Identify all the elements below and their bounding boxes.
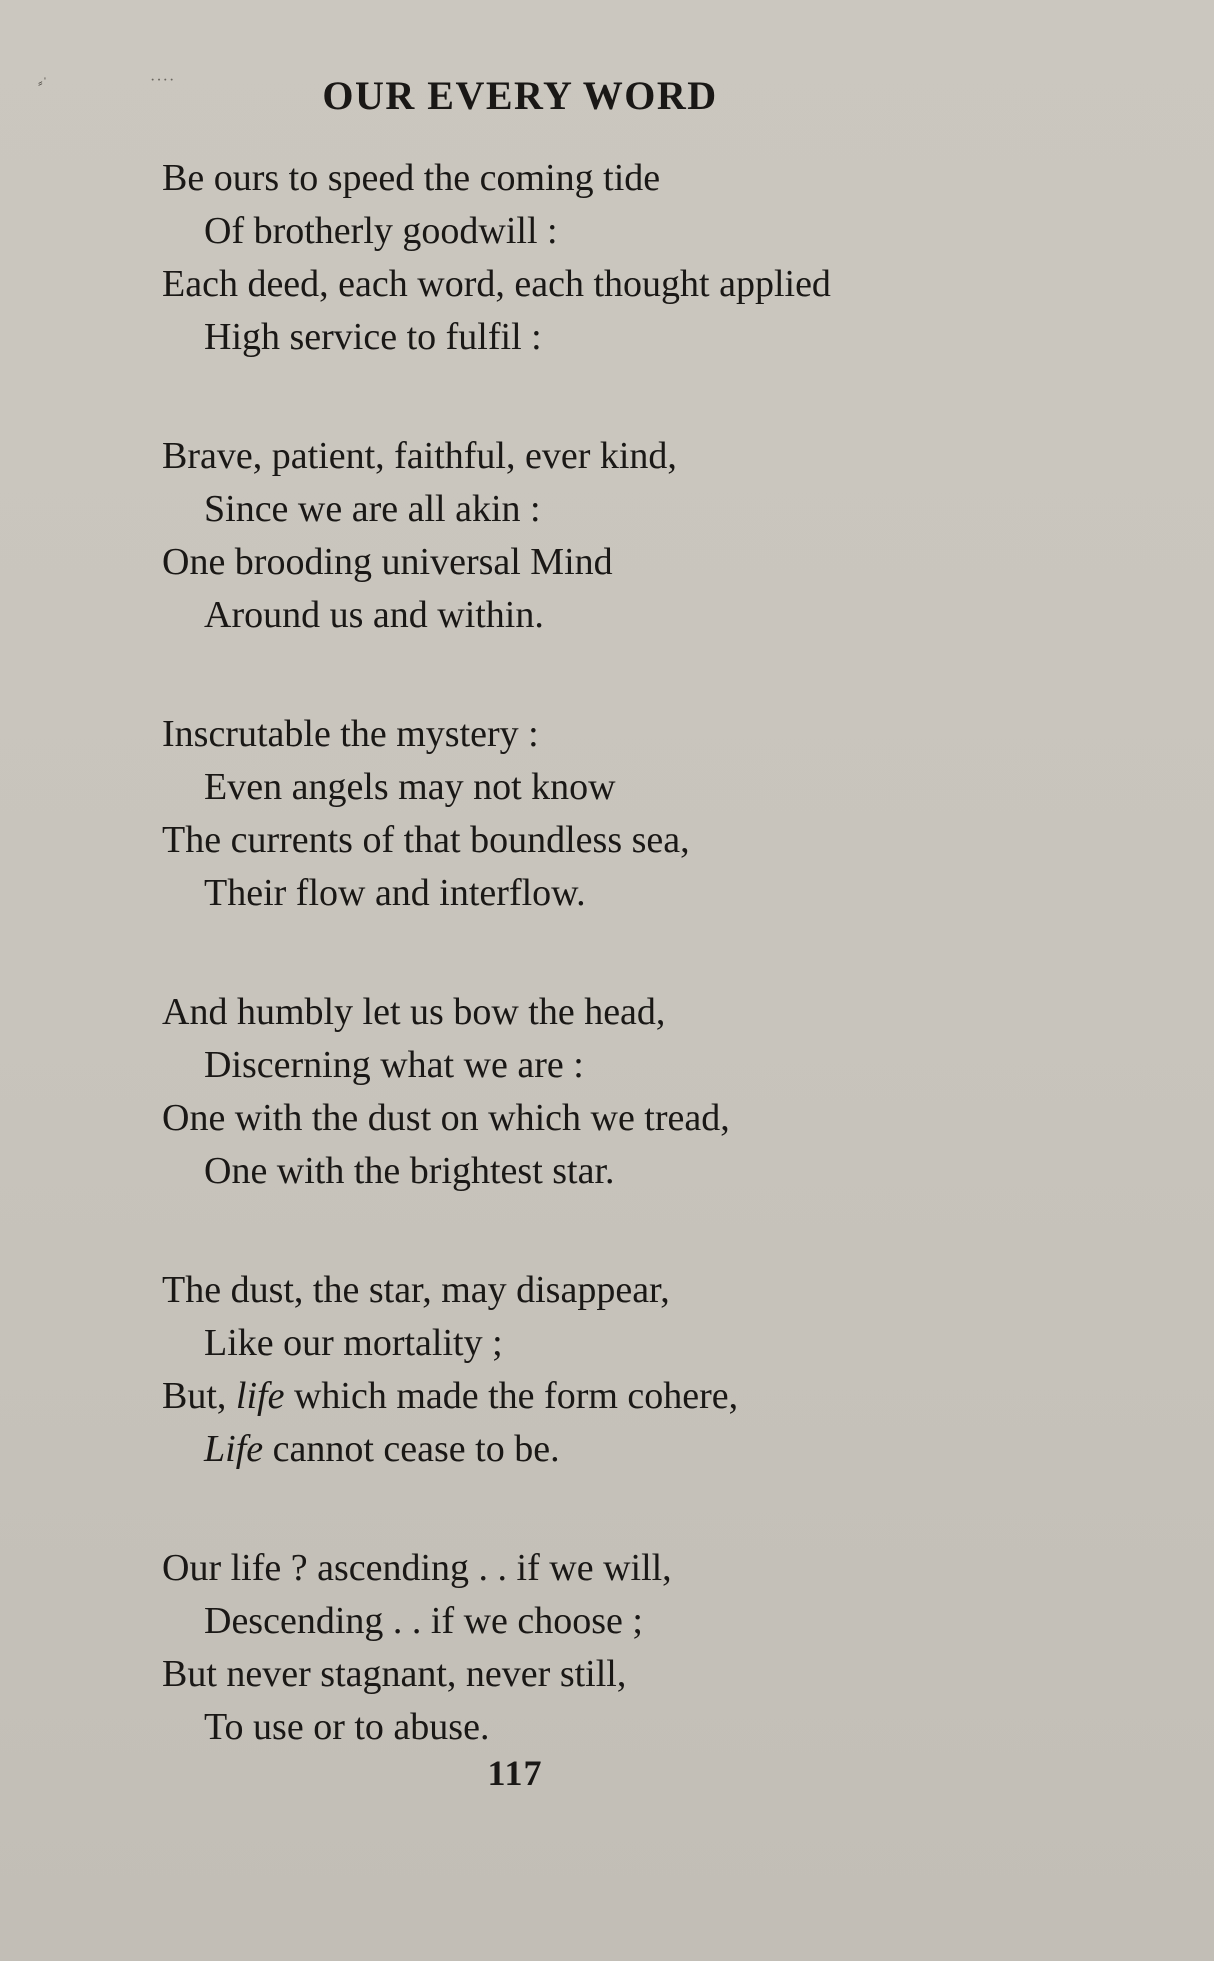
poem-line: High service to fulfil : <box>204 316 542 358</box>
line-segment: which made the form cohere, <box>284 1375 739 1417</box>
line-segment: But, <box>162 1375 236 1417</box>
stanza-1 <box>162 152 1062 364</box>
poem-line: Be ours to speed the coming tide <box>162 157 661 199</box>
italic-word: life <box>235 1375 285 1417</box>
stanza-6 <box>162 1542 1062 1754</box>
poem-line: Like our mortality ; <box>204 1322 503 1364</box>
poem-line: One brooding universal Mind <box>162 541 613 583</box>
poem-line: Descending . . if we choose ; <box>204 1600 643 1642</box>
poem-line <box>162 1370 1062 1423</box>
poem-line: Brave, patient, faithful, ever kind, <box>162 435 677 477</box>
poem-line: To use or to abuse. <box>204 1706 490 1748</box>
line-segment: cannot cease to be. <box>263 1428 560 1470</box>
poem-line: Each deed, each word, each thought applied <box>162 263 831 305</box>
poem-line: Even angels may not know <box>204 766 616 808</box>
stanza-2 <box>162 430 1062 642</box>
poem-body <box>162 152 1062 1820</box>
poem-line: But never stagnant, never still, <box>162 1653 627 1695</box>
poem-line: Of brotherly goodwill : <box>204 210 558 252</box>
page-number: 117 <box>487 1753 543 1793</box>
poem-line: Since we are all akin : <box>204 488 541 530</box>
dot-mark: ···· <box>150 72 176 89</box>
poem-line: Discerning what we are : <box>204 1044 584 1086</box>
margin-mark-glyph: ⸗ˈ <box>38 76 48 91</box>
poem-line: Their flow and interflow. <box>204 872 586 914</box>
poem-title: OUR EVERY WORD <box>322 73 718 118</box>
italic-word: Life <box>204 1428 264 1470</box>
stanza-5 <box>162 1264 1062 1476</box>
poem-line: Our life ? ascending . . if we will, <box>162 1547 672 1589</box>
poem-line <box>162 1423 1062 1476</box>
poem-line: One with the dust on which we tread, <box>162 1097 730 1139</box>
poem-line: The currents of that boundless sea, <box>162 819 690 861</box>
poem-line: Around us and within. <box>204 594 544 636</box>
poem-line: One with the brightest star. <box>204 1150 615 1192</box>
stanza-4 <box>162 986 1062 1198</box>
poem-line: And humbly let us bow the head, <box>162 991 666 1033</box>
stanza-3 <box>162 708 1062 920</box>
poem-line: Inscrutable the mystery : <box>162 713 539 755</box>
poem-line: The dust, the star, may disappear, <box>162 1269 670 1311</box>
